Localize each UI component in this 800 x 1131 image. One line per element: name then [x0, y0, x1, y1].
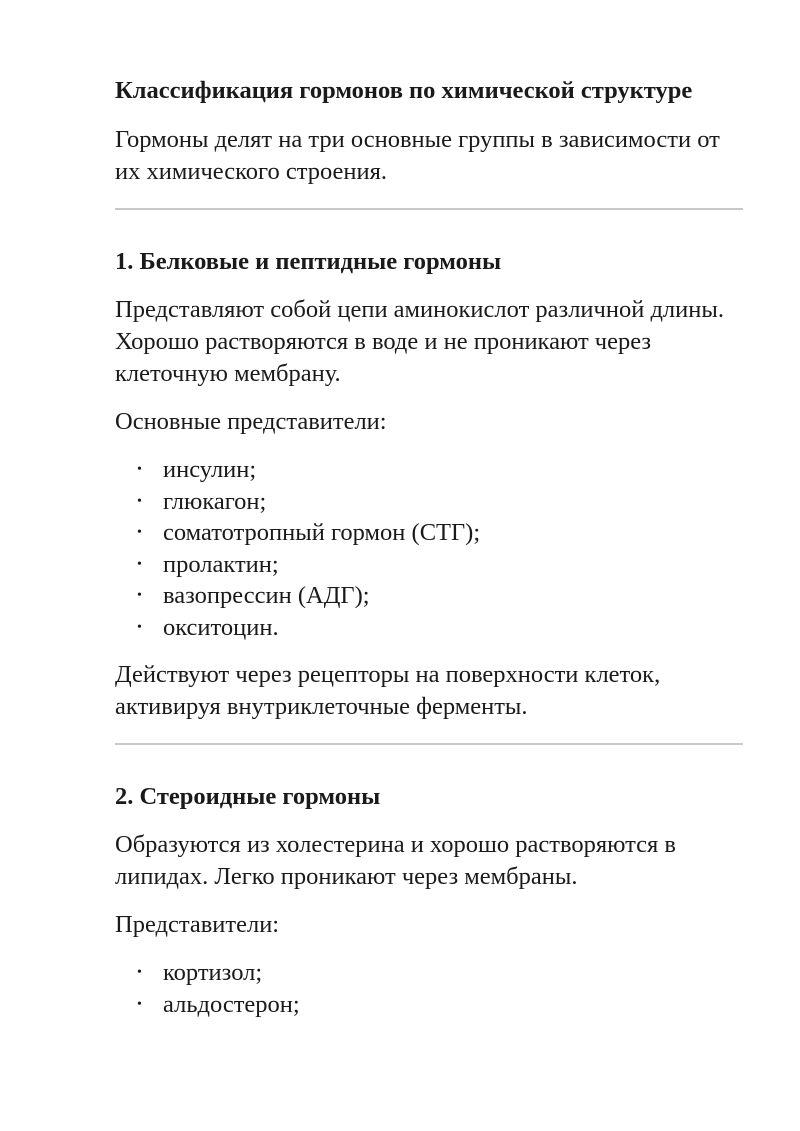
bullet-icon: •	[137, 556, 142, 572]
section-2-heading: 2. Стероидные гормоны	[115, 783, 381, 810]
section-2-list	[115, 957, 743, 1020]
list-item	[115, 957, 743, 989]
list-item-text: пролактин;	[163, 550, 279, 578]
section-1-heading: 1. Белковые и пептидные гормоны	[115, 248, 502, 275]
section-divider	[115, 743, 743, 745]
list-item	[115, 549, 743, 581]
section-1-action: Действуют через рецепторы на поверхности клеток, активируя внутриклеточные ферменты.	[115, 661, 661, 720]
section-1-list	[115, 454, 743, 643]
bullet-icon: •	[137, 462, 142, 477]
list-item	[115, 989, 743, 1021]
list-item-text: кортизол;	[163, 959, 263, 986]
section-1-list-intro: Основные представители:	[115, 408, 387, 435]
list-item	[115, 612, 743, 644]
bullet-icon: •	[137, 996, 142, 1012]
list-item-text: глюкагон;	[163, 487, 267, 515]
list-item-text: альдостерон;	[163, 990, 300, 1018]
list-item	[115, 580, 743, 612]
bullet-icon: •	[137, 588, 142, 603]
list-item-text: инсулин;	[163, 456, 257, 483]
section-2-description: Образуются из холестерина и хорошо растворяются в липидах. Легко проникают через мембраны.	[115, 831, 676, 890]
intro-paragraph: Гормоны делят на три основные группы в зависимости от их химического строения.	[115, 126, 720, 185]
list-item-text: соматотропный гормон (СТГ);	[163, 519, 481, 546]
bullet-icon: •	[137, 965, 142, 980]
list-item-text: вазопрессин (АДГ);	[163, 582, 370, 609]
list-item	[115, 517, 743, 549]
section-2-list-intro: Представители:	[115, 911, 280, 938]
list-item	[115, 486, 743, 518]
list-item	[115, 454, 743, 486]
section-1-description: Представляют собой цепи аминокислот различной длины. Хорошо растворяются в воде и не проникают через клеточную мембрану.	[115, 296, 724, 387]
bullet-icon: •	[137, 619, 142, 635]
section-divider	[115, 208, 743, 210]
document-title: Классификация гормонов по химической структуре	[115, 77, 693, 104]
document-page	[115, 74, 743, 1020]
bullet-icon: •	[137, 493, 142, 509]
list-item-text: окситоцин.	[163, 613, 279, 641]
bullet-icon: •	[137, 525, 142, 540]
